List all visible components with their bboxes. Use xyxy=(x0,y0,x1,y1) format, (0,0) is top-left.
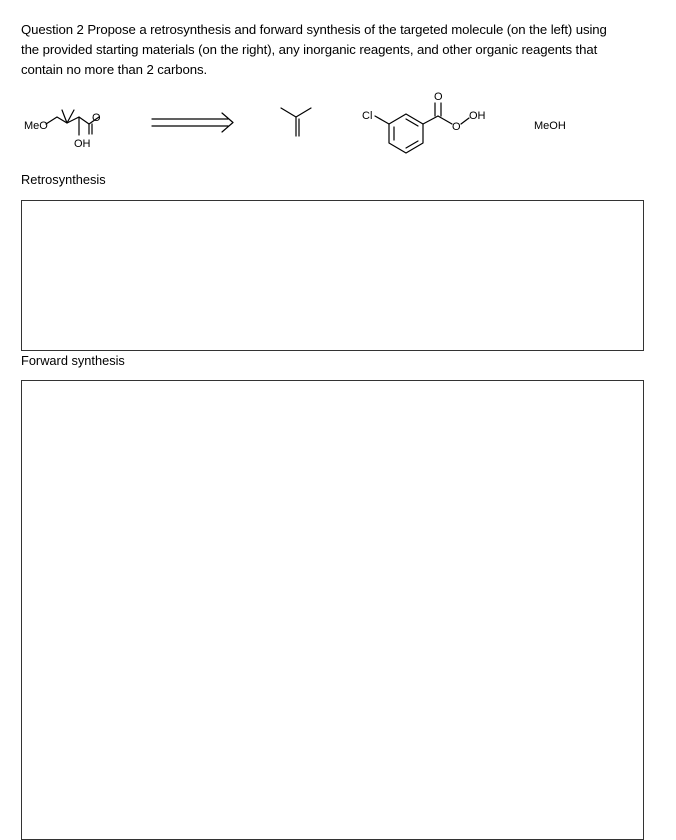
methanol-label: MeOH xyxy=(534,120,566,132)
target-meo-label: MeO xyxy=(24,120,48,132)
reaction-scheme xyxy=(0,88,676,168)
retrosynthesis-heading: Retrosynthesis xyxy=(21,172,106,187)
question-line-1: Question 2 Propose a retrosynthesis and forward synthesis of the targeted molecule (on the left) using xyxy=(21,22,607,37)
target-molecule xyxy=(24,110,101,150)
question-line-3: contain no more than 2 carbons. xyxy=(21,62,208,77)
target-oh-label: OH xyxy=(74,138,91,150)
forward-synthesis-heading: Forward synthesis xyxy=(21,353,125,368)
chloro-label: Cl xyxy=(362,110,373,122)
alkene-starting-material xyxy=(281,108,311,136)
retrosynthesis-answer-box[interactable] xyxy=(21,200,644,351)
target-carbonyl-o-label: O xyxy=(92,112,101,124)
ester-o-label: O xyxy=(452,121,461,133)
ester-carbonyl-o-label: O xyxy=(434,91,443,103)
forward-synthesis-answer-box[interactable] xyxy=(21,380,644,840)
ester-oh-label: OH xyxy=(469,110,486,122)
aryl-ester-starting-material xyxy=(362,91,486,153)
retrosynthesis-arrow xyxy=(152,113,233,132)
question-line-2: the provided starting materials (on the right), any inorganic reagents, and other organic reagents that xyxy=(21,42,598,57)
question-prompt xyxy=(21,20,651,80)
